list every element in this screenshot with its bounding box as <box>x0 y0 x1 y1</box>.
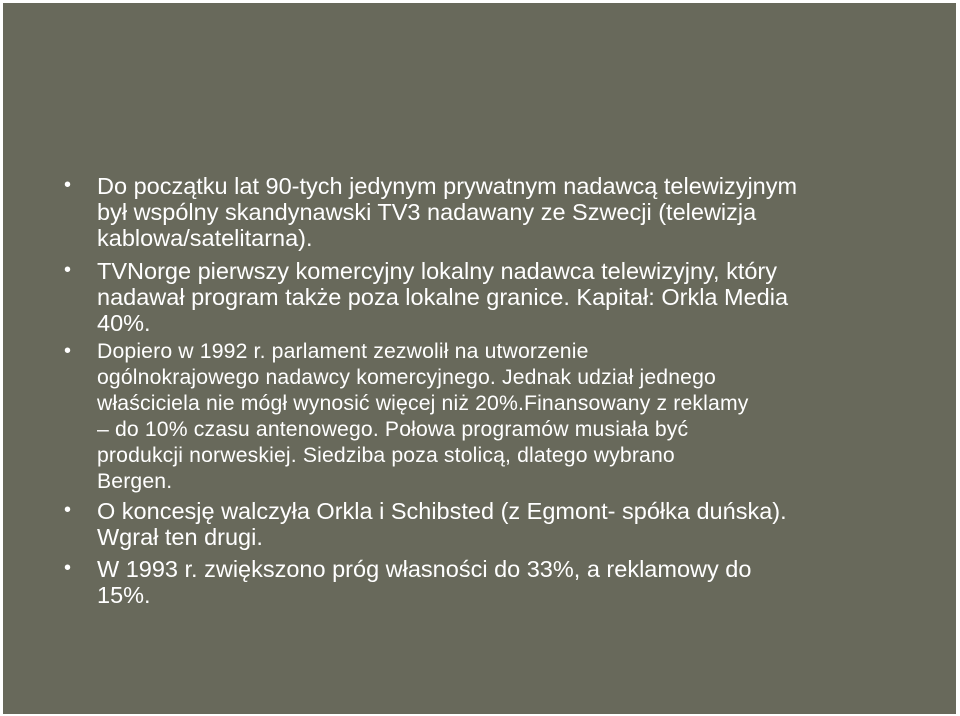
bullet-dot-icon: • <box>64 259 72 281</box>
bullet-dot-icon: • <box>64 557 72 579</box>
slide <box>3 3 956 714</box>
bullet-item <box>64 258 917 336</box>
bullet-item <box>64 339 917 495</box>
bullet-text-line: produkcji norweskiej. Siedziba poza stolicą, dlatego wybrano <box>97 444 675 467</box>
bullet-text-line: 15%. <box>97 582 151 608</box>
bullet-text-line: właściciela nie mógł wynosić więcej niż 20%.Finansowany z reklamy <box>97 392 749 415</box>
bullet-text-line: W 1993 r. zwiększono próg własności do 33%, a reklamowy do <box>97 556 752 582</box>
bullet-item <box>64 498 917 550</box>
bullet-text-line: nadawał program także poza lokalne granice. Kapitał: Orkla Media <box>97 284 789 310</box>
bullet-dot-icon: • <box>64 174 72 196</box>
bullet-text-line: 40%. <box>97 310 151 336</box>
bullet-text-line: TVNorge pierwszy komercyjny lokalny nadawca telewizyjny, który <box>97 258 777 284</box>
bullet-item <box>64 556 917 608</box>
bullet-text-line: ogólnokrajowego nadawcy komercyjnego. Jednak udział jednego <box>97 366 716 389</box>
bullet-text-line: Dopiero w 1992 r. parlament zezwolił na utworzenie <box>97 340 589 363</box>
bullet-dot-icon: • <box>64 340 72 362</box>
bullet-dot-icon: • <box>64 499 72 521</box>
bullet-text-line: – do 10% czasu antenowego. Połowa programów musiała być <box>97 418 689 441</box>
bullet-item <box>64 173 917 251</box>
bullet-text-line: O koncesję walczyła Orkla i Schibsted (z Egmont- spółka duńska). <box>97 498 787 524</box>
bullet-text-line: Bergen. <box>97 470 173 493</box>
bullet-text-line: Do początku lat 90-tych jedynym prywatnym nadawcą telewizyjnym <box>97 173 798 199</box>
bullet-text-line: Wgrał ten drugi. <box>97 524 263 550</box>
bullet-text-line: kablowa/satelitarna). <box>97 225 313 251</box>
bullet-text-line: był wspólny skandynawski TV3 nadawany ze Szwecji (telewizja <box>97 199 757 225</box>
